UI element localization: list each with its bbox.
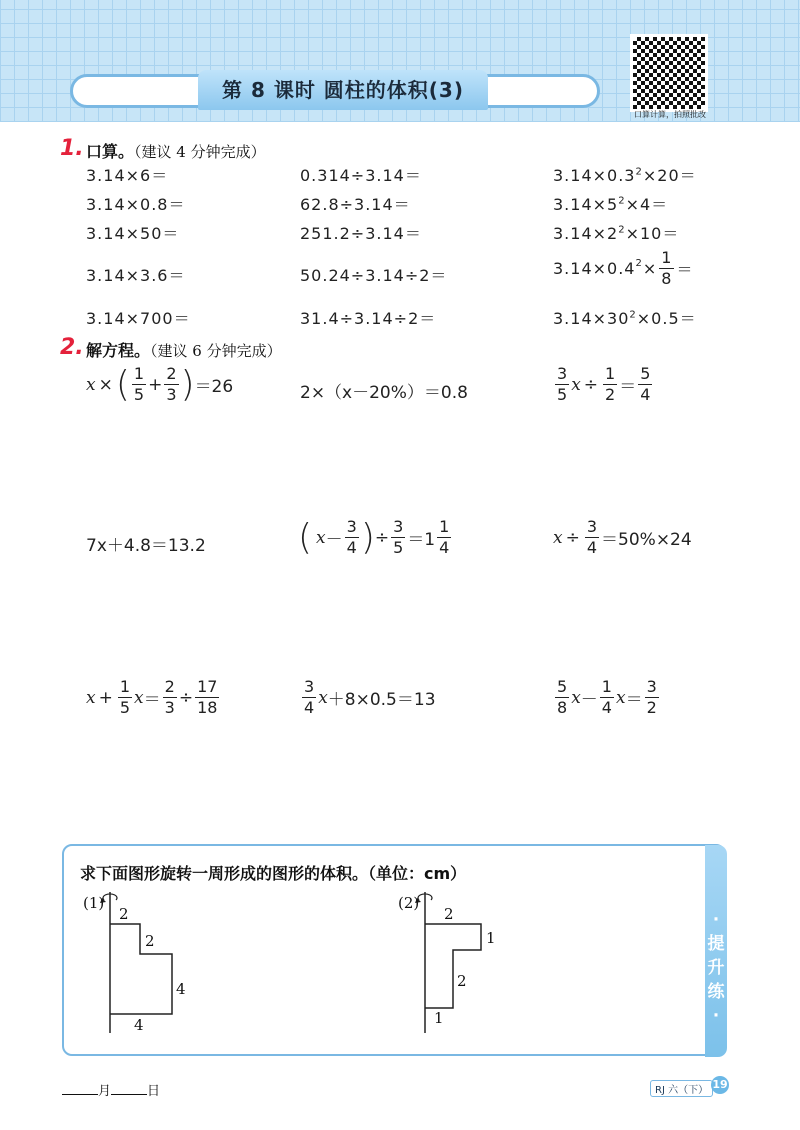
denominator: 5: [557, 385, 568, 404]
q1-col3-part: ×0.5＝: [636, 309, 697, 328]
q1-col3-item: [553, 163, 697, 186]
fraction: [585, 519, 599, 556]
right-hand-side: ＝26: [194, 377, 234, 397]
operator: ×: [98, 374, 113, 395]
q1-col2-item: 251.2÷3.14＝: [300, 224, 422, 243]
fraction: [555, 366, 569, 403]
operator: ÷: [565, 527, 580, 548]
equation-1: [86, 363, 234, 405]
question-1-hint: （建议 4 分钟完成）: [134, 143, 266, 161]
left-paren: (: [115, 363, 130, 405]
q1-col1-item: 3.14×700＝: [86, 309, 191, 328]
variable: x: [571, 687, 581, 708]
numerator: 3: [346, 517, 357, 536]
numerator: 2: [164, 677, 175, 696]
fraction: [391, 519, 405, 556]
q1-col3-item: [553, 250, 693, 287]
denominator: 4: [439, 538, 450, 557]
figure-1-dim-d: 4: [134, 1016, 144, 1034]
denominator: 8: [557, 698, 568, 717]
operator: ÷: [583, 374, 599, 395]
numerator: 1: [119, 677, 131, 696]
left-paren: (: [298, 516, 313, 558]
fraction: [603, 366, 617, 403]
numerator: 3: [304, 677, 315, 696]
numerator: 1: [601, 677, 612, 696]
figure-2-outline: [425, 924, 481, 1008]
variable: x: [318, 687, 328, 708]
figure-1-dim-b: 2: [145, 932, 155, 950]
numerator: 5: [640, 364, 651, 383]
question-2-title-text: 解方程。: [86, 341, 151, 360]
fraction: [638, 366, 652, 403]
q1-col3-item: [553, 192, 668, 215]
question-2-number: 2.: [60, 335, 84, 360]
equation-9: [553, 679, 661, 716]
operator: ＝1: [407, 530, 436, 550]
question-1-number: 1.: [60, 136, 84, 161]
figure-2-dim-b: 1: [486, 929, 496, 947]
equation-7: [86, 679, 221, 716]
denominator: 3: [166, 385, 177, 404]
q1-col3-part: ＝: [676, 260, 694, 279]
variable: x: [316, 527, 326, 548]
denominator: 2: [646, 698, 657, 717]
day-label: 日: [147, 1084, 161, 1099]
qr-label: 口算计算，拍照批改: [634, 110, 706, 119]
denominator: 8: [661, 269, 673, 288]
denominator: 4: [586, 538, 598, 557]
equation-4: 7x＋4.8＝13.2: [86, 536, 206, 556]
variable: x: [86, 374, 96, 395]
numerator: 17: [197, 677, 218, 696]
q1-col3-part: ×10＝: [625, 224, 680, 243]
denominator: 5: [119, 698, 131, 717]
operator: ＝: [625, 690, 643, 710]
right-paren: ): [180, 363, 195, 405]
equation-2: 2×（x－20%）＝0.8: [300, 383, 468, 403]
fraction: [555, 679, 569, 716]
numerator: 3: [646, 677, 657, 696]
figure-2-label: (2): [398, 894, 420, 912]
operator: －: [325, 530, 343, 550]
numerator: 3: [393, 517, 404, 536]
q1-col3-part: ×20＝: [642, 166, 697, 185]
q1-col3-part: 3.14×0.4: [553, 259, 636, 278]
exponent: 2: [618, 224, 626, 236]
fraction: [600, 679, 614, 716]
denominator: 18: [197, 698, 218, 717]
q1-col1-item: 3.14×50＝: [86, 224, 180, 243]
month-label: 月: [98, 1084, 112, 1099]
question-1-title: [86, 139, 266, 162]
q1-col3-part: 3.14×5: [553, 195, 619, 214]
question-2-title: [86, 338, 282, 361]
numerator: 5: [557, 677, 568, 696]
fraction: [645, 679, 659, 716]
fraction: [345, 519, 359, 556]
operator: ÷: [374, 527, 390, 548]
q1-col3-item: [553, 221, 679, 244]
fraction: [164, 366, 178, 403]
day-blank: [111, 1082, 147, 1095]
fraction: [163, 679, 177, 716]
right-hand-side: ＝50%×24: [601, 530, 692, 550]
qr-code-icon[interactable]: [630, 34, 708, 112]
equation-8: [300, 679, 436, 716]
figure-1-label: (1): [83, 894, 105, 912]
numerator: 3: [557, 364, 568, 383]
q1-col3-part: 3.14×0.3: [553, 166, 636, 185]
question-2-hint: （建议 6 分钟完成）: [150, 342, 282, 360]
figure-1-outline: [110, 924, 172, 1014]
q1-col3-part: 3.14×30: [553, 309, 630, 328]
variable: x: [615, 687, 626, 708]
equation-3: [553, 366, 654, 403]
month-blank: [62, 1082, 98, 1095]
equation-5: [298, 516, 453, 558]
question-1-title-text: 口算。: [86, 142, 135, 161]
right-hand-side: ＋8×0.5＝13: [327, 690, 436, 710]
numerator: 1: [661, 248, 673, 267]
q1-col1-item: 3.14×0.8＝: [86, 195, 186, 214]
operator: ÷: [178, 687, 194, 708]
variable: x: [86, 687, 96, 708]
q1-col2-item: 31.4÷3.14÷2＝: [300, 309, 437, 328]
edition-badge: RJ 六（下）: [650, 1080, 713, 1097]
q1-col3-part: 3.14×2: [553, 224, 619, 243]
equation-6: [553, 519, 692, 556]
denominator: 4: [601, 698, 612, 717]
variable: x: [134, 687, 144, 708]
numerator: 1: [605, 364, 616, 383]
right-paren: ): [360, 516, 375, 558]
q1-col2-item: 0.314÷3.14＝: [300, 166, 422, 185]
fraction: [118, 679, 132, 716]
operator: +: [98, 687, 113, 708]
denominator: 4: [640, 385, 651, 404]
box-title: 求下面图形旋转一周形成的图形的体积。（单位：cm）: [80, 864, 467, 883]
operator: －: [580, 690, 598, 710]
q1-col2-item: 62.8÷3.14＝: [300, 195, 411, 214]
page-title: 第 8 课时 圆柱的体积(3): [221, 78, 464, 102]
figure-2-dim-a: 2: [444, 905, 454, 923]
page-number: 19: [711, 1076, 729, 1094]
q1-col1-item: 3.14×6＝: [86, 166, 169, 185]
denominator: 4: [304, 698, 315, 717]
date-field: [62, 1080, 160, 1099]
fraction: [132, 366, 146, 403]
side-tab-label: ·提升练·: [707, 910, 725, 1026]
operator: +: [148, 374, 163, 395]
denominator: 4: [346, 538, 357, 557]
exponent: 2: [618, 195, 626, 207]
q1-col3-part: ×: [642, 259, 658, 278]
figure-2-dim-c: 2: [457, 972, 467, 990]
numerator: 1: [439, 517, 450, 536]
q1-col2-item: 50.24÷3.14÷2＝: [300, 266, 448, 285]
denominator: 2: [605, 385, 616, 404]
numerator: 2: [166, 364, 177, 383]
figure-1-dim-a: 2: [119, 905, 129, 923]
exponent: 2: [635, 258, 643, 269]
fraction: [437, 519, 451, 556]
fraction: [302, 679, 316, 716]
denominator: 3: [164, 698, 175, 717]
figure-2-dim-d: 1: [434, 1009, 444, 1027]
figure-1-dim-c: 4: [176, 980, 186, 998]
variable: x: [571, 374, 581, 395]
fraction: [659, 250, 674, 287]
denominator: 5: [133, 385, 145, 404]
operator: ＝: [619, 377, 637, 397]
q1-col3-part: ×4＝: [625, 195, 669, 214]
exponent: 2: [629, 309, 637, 321]
fraction: [195, 679, 219, 716]
numerator: 3: [586, 517, 598, 536]
exponent: 2: [635, 166, 643, 178]
q1-col1-item: 3.14×3.6＝: [86, 266, 186, 285]
numerator: 1: [133, 364, 145, 383]
q1-col3-item: [553, 306, 697, 329]
operator: ＝: [143, 690, 161, 710]
denominator: 5: [393, 538, 404, 557]
variable: x: [553, 527, 563, 548]
